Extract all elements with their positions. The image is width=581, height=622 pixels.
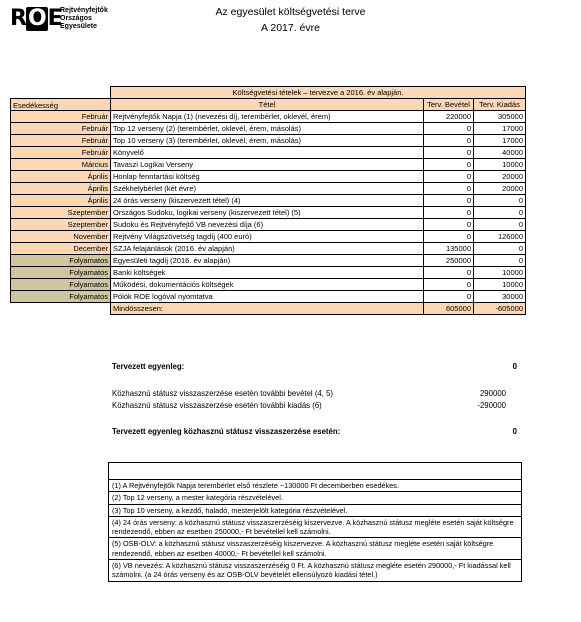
row-item: Banki költségek xyxy=(111,267,424,279)
table-row xyxy=(11,123,526,135)
row-revenue: 0 xyxy=(424,123,474,135)
row-date: Folyamatos xyxy=(11,267,111,279)
row-revenue: 0 xyxy=(424,135,474,147)
table-total-row xyxy=(11,303,526,315)
row-date: Április xyxy=(11,171,111,183)
row-expense: 20000 xyxy=(474,183,526,195)
row-item: Top 12 verseny (2) (terembérlet, oklevél, érem, másolás) xyxy=(111,123,424,135)
row-date: Folyamatos xyxy=(11,279,111,291)
row-revenue: 0 xyxy=(424,231,474,243)
blank-cell xyxy=(11,303,111,315)
footnotes-box xyxy=(108,462,522,582)
row-item: Top 10 verseny (3) (terembérlet, oklevél, érem, másolás) xyxy=(111,135,424,147)
row-expense: 126000 xyxy=(474,231,526,243)
table-row xyxy=(11,291,526,303)
extra-revenue-value: 290000 xyxy=(479,389,506,398)
col-header-date: Esedékesség xyxy=(11,99,111,111)
total-label: Mindösszesen: xyxy=(111,303,424,315)
table-row xyxy=(11,231,526,243)
logo-line-3: Egyesülete xyxy=(60,23,97,30)
table-row xyxy=(11,207,526,219)
row-expense: 20000 xyxy=(474,171,526,183)
row-revenue: 0 xyxy=(424,267,474,279)
row-expense: 10000 xyxy=(474,279,526,291)
row-expense: 0 xyxy=(474,255,526,267)
logo-mark-o: O xyxy=(27,6,46,31)
footnotes-list xyxy=(109,479,521,581)
row-item: SZJA felajánlások (2016. év alapján) xyxy=(111,243,424,255)
row-date: Február xyxy=(11,111,111,123)
blank-cell xyxy=(11,87,111,99)
row-revenue: 0 xyxy=(424,279,474,291)
row-expense: 10000 xyxy=(474,267,526,279)
extra-revenue-label: Közhasznú státusz visszaszerzése esetén további bevétel (4, 5) xyxy=(112,389,334,398)
total-expense: -605000 xyxy=(474,303,526,315)
row-revenue: 0 xyxy=(424,291,474,303)
row-item: Országos Sudoku, logikai verseny (kiszervezett tétel) (5) xyxy=(111,207,424,219)
footnote: (5) OSB-OLV: a közhasznú státusz visszaszerzéséig kiszervezve. A közhasznú státusz megléte esetén saját költségre rendezendő, ebben az esetben 40000,- Ft bevétellel kell számolni. xyxy=(109,537,521,559)
row-revenue: 0 xyxy=(424,195,474,207)
logo-mark-r: R xyxy=(10,6,26,31)
planned-balance xyxy=(112,362,517,372)
row-date: Április xyxy=(11,195,111,207)
logo-line-1: Rejtvényfejtők xyxy=(60,7,108,14)
extra-revenue xyxy=(112,389,517,399)
footnote: (2) Top 12 verseny, a mester kategória részvételével. xyxy=(109,491,521,503)
row-expense: 17000 xyxy=(474,135,526,147)
row-expense: 0 xyxy=(474,219,526,231)
table-row xyxy=(11,255,526,267)
row-item: Működési, dokumentációs költségek xyxy=(111,279,424,291)
col-header-item: Tétel xyxy=(111,99,424,111)
extra-expense xyxy=(112,401,517,411)
row-item: Rejtvény Világszövetség tagdíj (400 euró) xyxy=(111,231,424,243)
row-expense: 0 xyxy=(474,195,526,207)
logo-line-2: Országos xyxy=(60,15,92,22)
row-date: Folyamatos xyxy=(11,291,111,303)
row-date: Szeptember xyxy=(11,219,111,231)
table-row xyxy=(11,183,526,195)
planned-balance-public-value: 0 xyxy=(512,427,517,436)
table-row xyxy=(11,243,526,255)
row-expense: 40000 xyxy=(474,147,526,159)
table-group-header: Költségvetési tételek – tervezve a 2016. év alapján. xyxy=(111,87,526,99)
row-item: 24 órás verseny (kiszervezett tétel) (4) xyxy=(111,195,424,207)
row-expense: 305000 xyxy=(474,111,526,123)
logo-mark-e: E xyxy=(47,6,62,31)
table-row xyxy=(11,147,526,159)
footnote: (6) VB nevezés: A közhasznú státusz visszaszerzéséig 0 Ft. A közhasznú státusz megléte esetén 290000,- Ft kiadással kell számolni. (a 24 órás verseny és az OSB-OLV bevételét ellensúlyozó kiadási tétel.) xyxy=(109,559,521,581)
table-row xyxy=(11,111,526,123)
row-revenue: 250000 xyxy=(424,255,474,267)
row-revenue: 0 xyxy=(424,219,474,231)
row-date: Április xyxy=(11,183,111,195)
row-item: Székhelybérlet (két évre) xyxy=(111,183,424,195)
row-date: Február xyxy=(11,123,111,135)
row-expense: 17000 xyxy=(474,123,526,135)
table-row xyxy=(11,219,526,231)
table-row xyxy=(11,195,526,207)
row-expense: 30000 xyxy=(474,291,526,303)
row-date: Február xyxy=(11,147,111,159)
row-revenue: 0 xyxy=(424,207,474,219)
row-item: Egyesületi tagdíj (2016. év alapján) xyxy=(111,255,424,267)
row-revenue: 0 xyxy=(424,183,474,195)
table-row xyxy=(11,267,526,279)
row-item: Rejtvényfejtők Napja (1) (nevezési díj, terembérlet, oklevél, érem) xyxy=(111,111,424,123)
table-row xyxy=(11,159,526,171)
row-date: Folyamatos xyxy=(11,255,111,267)
footnote: (1) A Rejtvényfejtők Napja terembérlet első részlete ~130000 Ft decemberben esedékes. xyxy=(109,479,521,491)
table-row xyxy=(11,279,526,291)
col-header-revenue: Terv. Bevétel xyxy=(424,99,474,111)
row-revenue: 0 xyxy=(424,159,474,171)
footnotes-spacer xyxy=(109,463,521,479)
row-expense: 10000 xyxy=(474,159,526,171)
total-revenue: 605000 xyxy=(424,303,474,315)
row-item: Könyvelő xyxy=(111,147,424,159)
row-item: Pólók ROE logóval nyomtatva xyxy=(111,291,424,303)
extra-expense-value: -290000 xyxy=(477,401,506,410)
planned-balance-label: Tervezett egyenleg: xyxy=(112,362,185,371)
row-item: Sudoku és Rejtvényfejtő VB nevezési díja (6) xyxy=(111,219,424,231)
row-date: November xyxy=(11,231,111,243)
row-date: Március xyxy=(11,159,111,171)
row-item: Honlap fenntartási költség xyxy=(111,171,424,183)
footnote: (3) Top 10 verseny, a kezdő, haladó, mesterjelölt kategória részvételével. xyxy=(109,504,521,516)
row-item: Tavaszi Logikai Verseny xyxy=(111,159,424,171)
row-expense: 0 xyxy=(474,207,526,219)
table-group-header-row xyxy=(11,87,526,99)
row-date: Szeptember xyxy=(11,207,111,219)
row-expense: 0 xyxy=(474,243,526,255)
document-subtitle: A 2017. évre xyxy=(261,22,320,34)
row-date: Február xyxy=(11,135,111,147)
planned-balance-public xyxy=(112,427,517,437)
col-header-expense: Terv. Kiadás xyxy=(474,99,526,111)
planned-balance-value: 0 xyxy=(512,362,517,371)
row-revenue: 0 xyxy=(424,171,474,183)
row-revenue: 135000 xyxy=(424,243,474,255)
row-revenue: 220000 xyxy=(424,111,474,123)
document-title: Az egyesület költségvetési terve xyxy=(215,6,366,18)
table-row xyxy=(11,171,526,183)
extra-expense-label: Közhasznú státusz visszaszerzése esetén további kiadás (6) xyxy=(112,401,322,410)
row-revenue: 0 xyxy=(424,147,474,159)
budget-table xyxy=(10,86,526,315)
table-header-row xyxy=(11,99,526,111)
planned-balance-public-label: Tervezett egyenleg közhasznú státusz visszaszerzése esetén: xyxy=(112,427,341,436)
table-row xyxy=(11,135,526,147)
footnote: (4) 24 órás verseny: a közhasznú státusz visszaszerzéséig kiszervezve. A közhasznú státusz megléte esetén saját költségre rendezendő, ebben az esetben 250000,- Ft bevétellel kell számolni. xyxy=(109,516,521,538)
row-date: December xyxy=(11,243,111,255)
